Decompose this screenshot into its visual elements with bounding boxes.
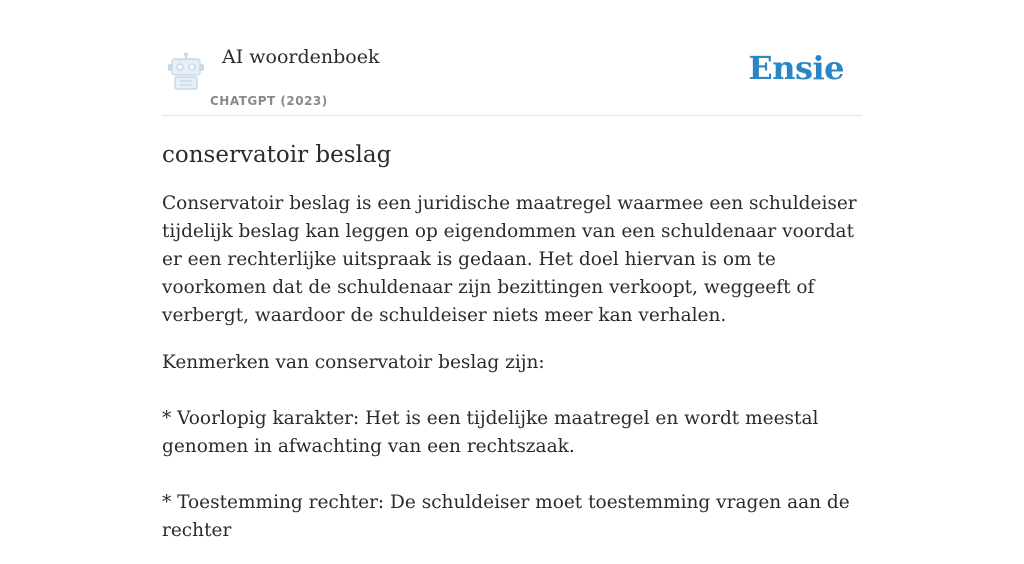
feature-item: * Toestemming rechter: De schuldeiser moet toestemming vragen aan de rechter	[162, 492, 850, 541]
ensie-logo-link[interactable]: Ensie	[748, 49, 844, 87]
robot-icon	[166, 52, 206, 90]
feature-item: * Voorlopig karakter: Het is een tijdelijke maatregel en wordt meestal genomen in afwachting van een rechtszaak.	[162, 408, 819, 457]
entry-body	[162, 190, 862, 545]
entry-card	[162, 0, 862, 564]
source-label: CHATGPT (2023)	[210, 94, 328, 108]
dictionary-title[interactable]: AI woordenboek	[222, 46, 380, 68]
definition-paragraph: Conservatoir beslag is een juridische maatregel waarmee een schuldeiser tijdelijk beslag kan leggen op eigendommen van een schuldenaar voordat er een rechterlijke uitspraak is gedaan. Het doel hiervan is om te voorkomen dat de schuldenaar zijn bezittingen verkoopt, weggeeft of verbergt, waardoor de schuldeiser niets meer kan verhalen.	[162, 193, 857, 326]
entry-header	[162, 0, 862, 116]
entry-term: conservatoir beslag	[162, 142, 392, 168]
features-intro: Kenmerken van conservatoir beslag zijn:	[162, 352, 545, 373]
